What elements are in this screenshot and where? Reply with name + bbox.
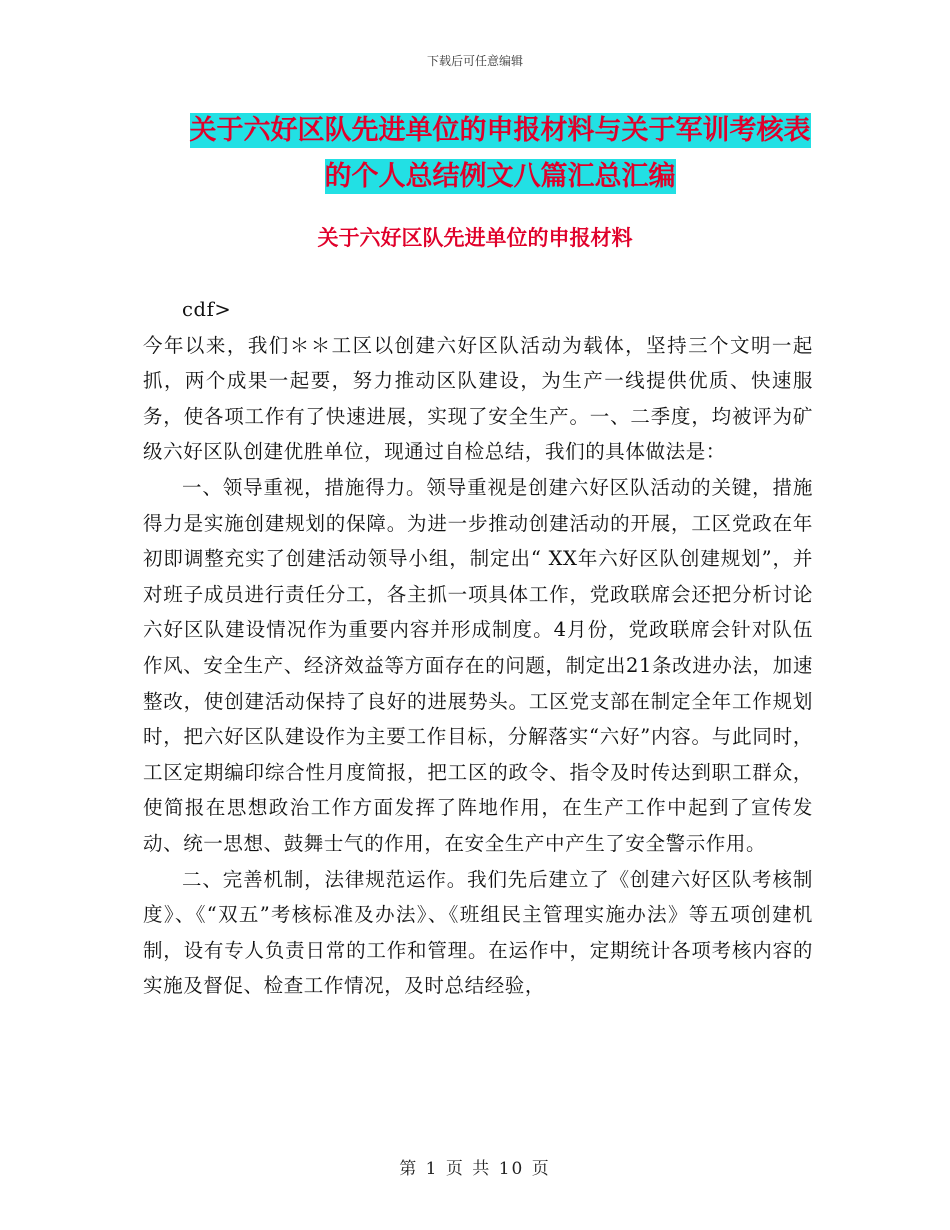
page-footer-indicator: 第 1 页 共 10 页 [399, 1159, 551, 1179]
document-title-line-1: 关于六好区队先进单位的申报材料与关于军训考核表 [189, 115, 811, 146]
page-header-note: 下载后可任意编辑 [426, 54, 523, 68]
document-title-line-2: 的个人总结例文八篇汇总汇编 [324, 161, 676, 192]
section-title: 关于六好区队先进单位的申报材料 [317, 226, 633, 250]
document-body [143, 292, 813, 1004]
paragraph-section-1: 一、领导重视，措施得力。领导重视是创建六好区队活动的关键，措施得力是实施创建规划的保障。为进一步推动创建活动的开展，工区党政在年初即调整充实了创建活动领导小组，制定出“ XX年六好区队创建规划”，并对班子成员进行责任分工，各主抓一项具体工作，党政联席会还把分析讨论六好区队建设情况作为重要内容并形成制度。4月份，党政联席会针对队伍作风、安全生产、经济效益等方面存在的问题，制定出21条改进办法，加速整改，使创建活动保持了良好的进展势头。工区党支部在制定全年工作规划时，把六好区队建设作为主要工作目标，分解落实“六好”内容。与此同时，工区定期编印综合性月度简报，把工区的政令、指令及时传达到职工群众，使简报在思想政治工作方面发挥了阵地作用，在生产工作中起到了宣传发动、统一思想、鼓舞士气的作用，在安全生产中产生了安全警示作用。 [143, 475, 813, 855]
document-title [140, 108, 860, 200]
paragraph-marker: cdf> [182, 298, 232, 321]
paragraph-intro: 今年以来，我们＊＊工区以创建六好区队活动为载体，坚持三个文明一起抓，两个成果一起要，努力推动区队建设，为生产一线提供优质、快速服务，使各项工作有了快速进展，实现了安全生产。一、二季度，均被评为矿级六好区队创建优胜单位，现通过自检总结，我们的具体做法是： [143, 333, 813, 464]
paragraph-section-2: 二、完善机制，法律规范运作。我们先后建立了《创建六好区队考核制度》、《“双五”考核标准及办法》、《班组民主管理实施办法》等五项创建机制，设有专人负责日常的工作和管理。在运作中，定期统计各项考核内容的实施及督促、检查工作情况，及时总结经验， [143, 867, 813, 998]
